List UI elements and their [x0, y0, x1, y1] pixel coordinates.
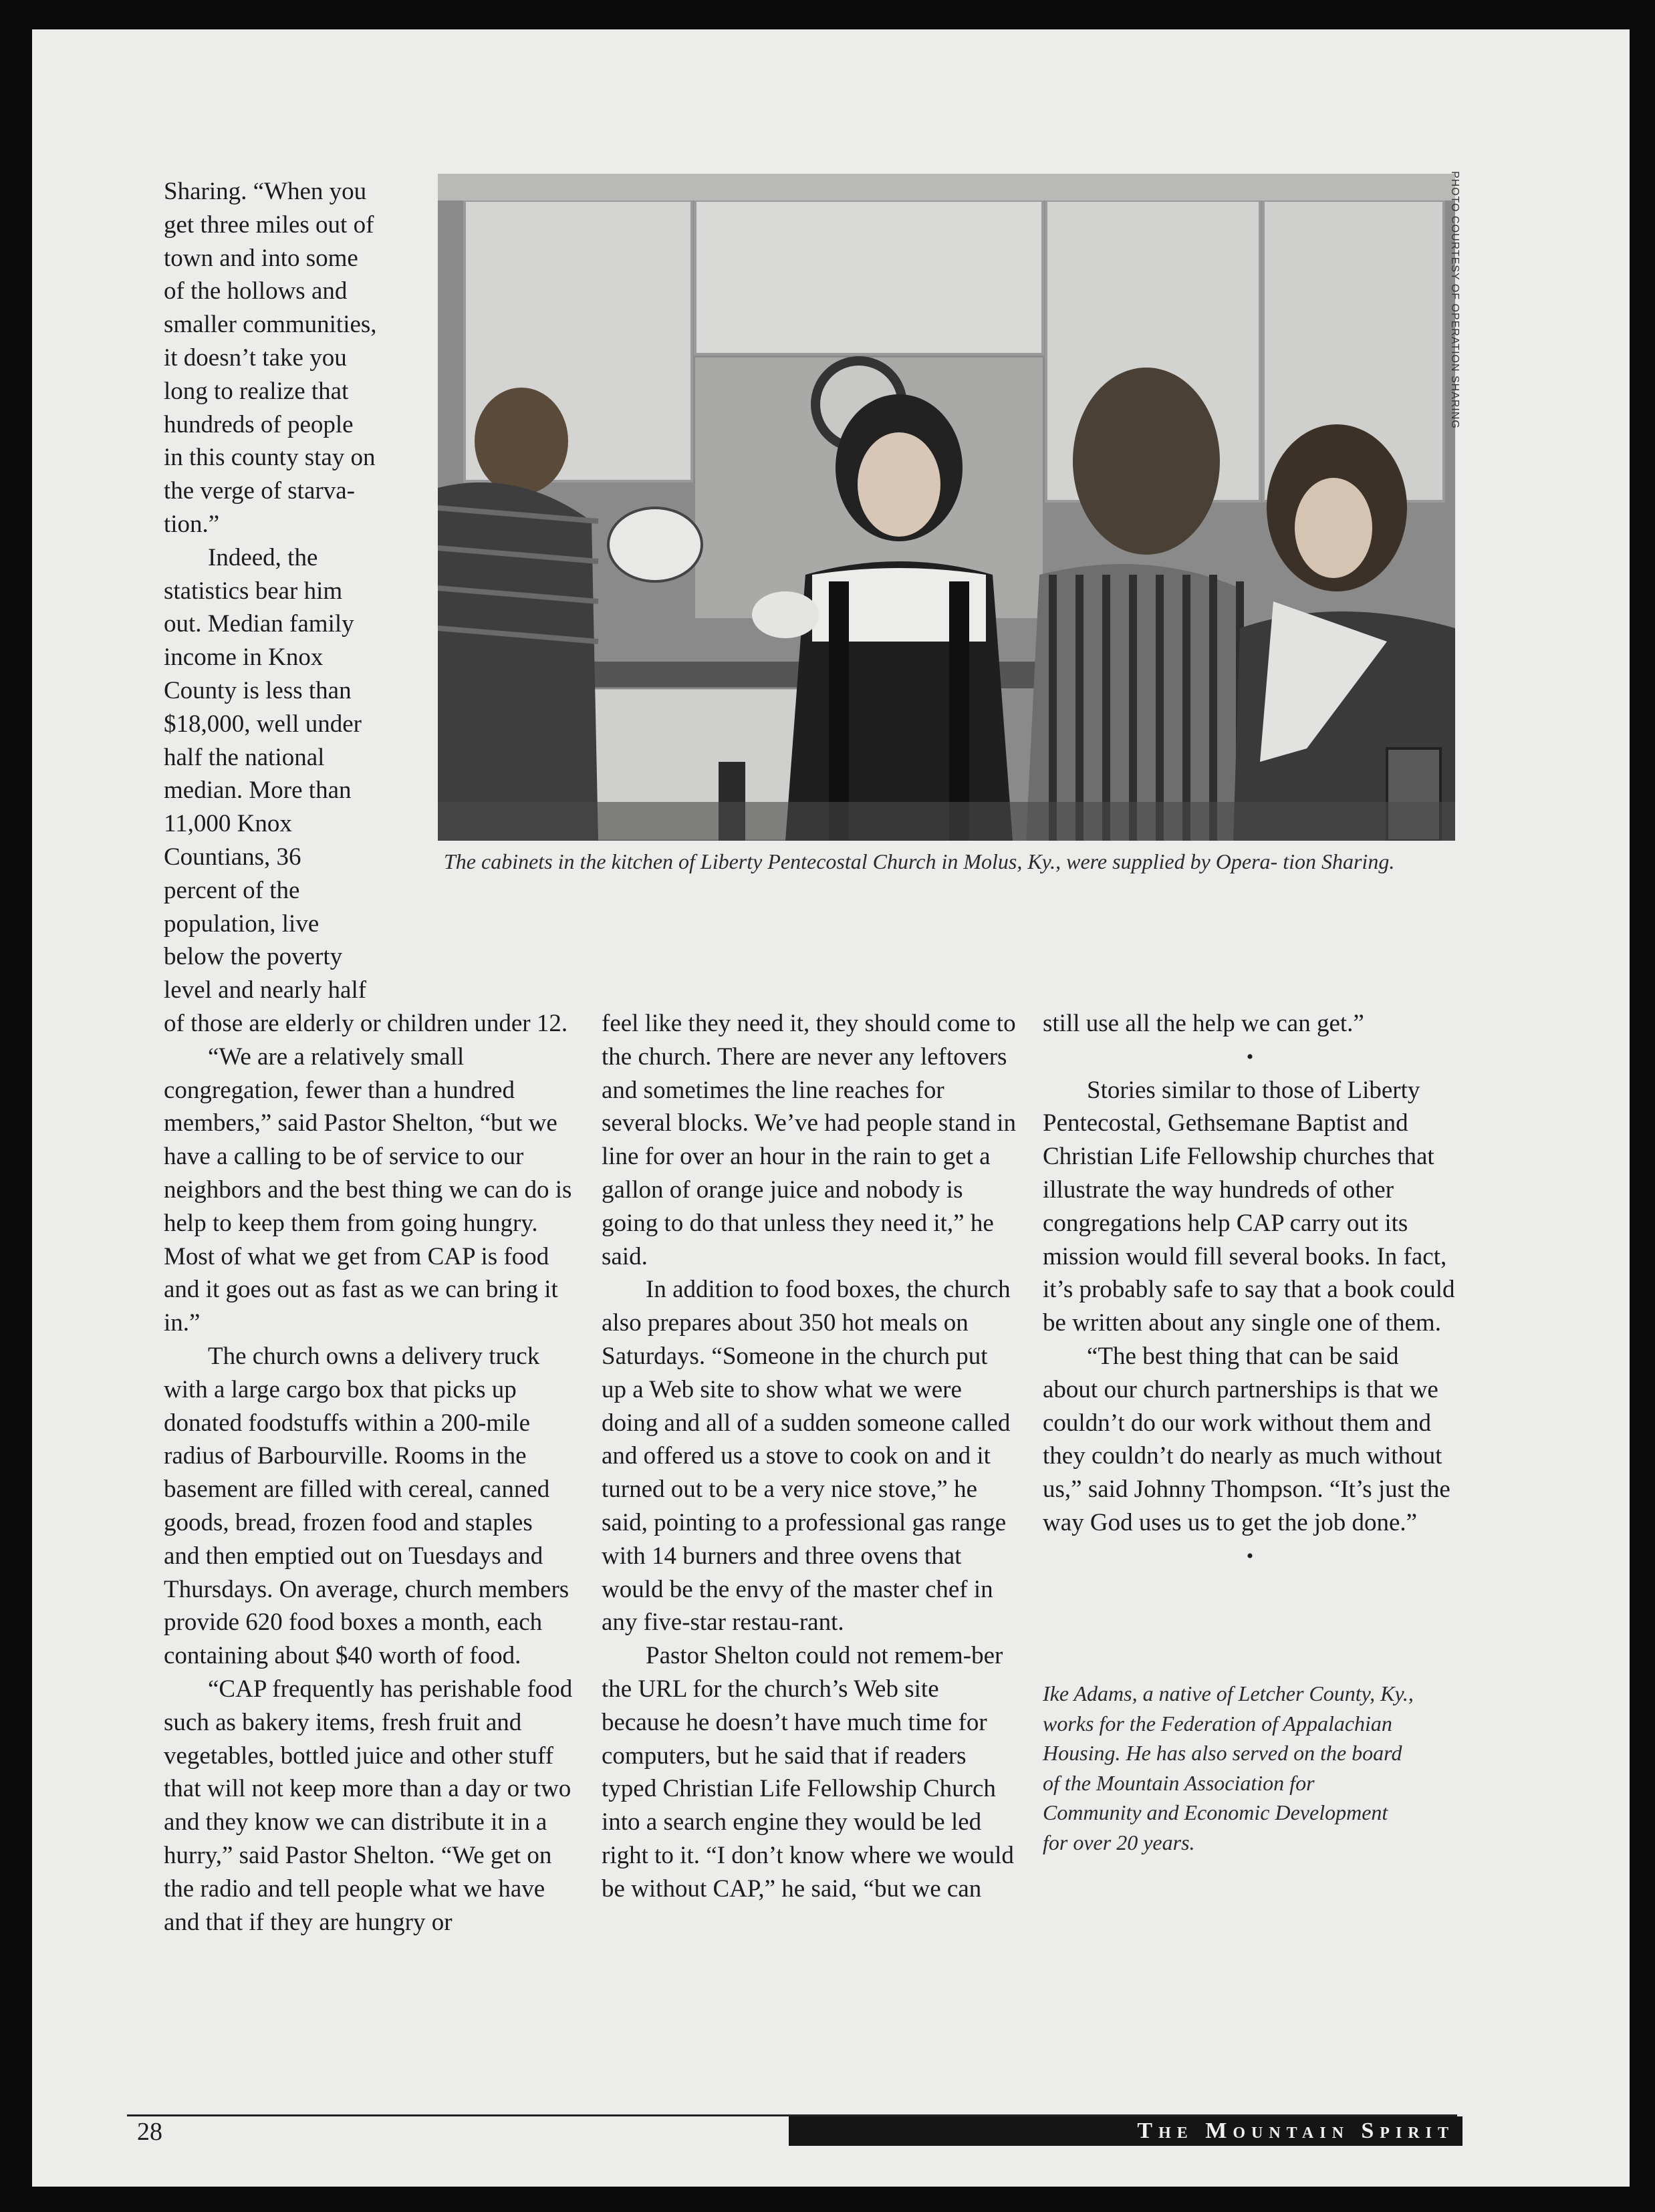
paragraph: In addition to food boxes, the church also prepares about 350 hot meals on Saturdays. “Someone in the church put up a Web site to show what we were doing and all of a sudden someone called and offered us a stove to cook on and it turned out to be a very nice stove,” he said, pointing to a professional gas range with 14 burners and three ovens that would be the envy of the master chef in any five-star restau-rant.	[602, 1276, 1011, 1637]
text-line: get three miles out of	[164, 211, 374, 239]
text-line: level and nearly half	[164, 976, 367, 1004]
text-line: of the hollows and	[164, 277, 348, 305]
text-line: population, live	[164, 910, 320, 938]
paragraph: The church owns a delivery truck with a large cargo box that picks up donated foodstuffs within a 200-mile radius of Barbourville. Rooms in the basement are filled with cereal, canned goods, bread, frozen food and staples and then emptied out on Tuesdays and Thursdays. On average, church members provide 620 food boxes a month, each containing about $40 worth of food.	[164, 1342, 569, 1670]
masthead-title: The Mountain Spirit	[1137, 2118, 1454, 2143]
column-1-body	[164, 1007, 573, 1939]
paragraph: “CAP frequently has perishable food such as bakery items, fresh fruit and vegetables, bottled juice and other stuff that will not keep more than a day or two and they know we can distribute it in a hurry,” said Pastor Shelton. “We get on the radio and tell people what we have and that if they are hungry or	[164, 1675, 573, 1936]
text-line: smaller communities,	[164, 311, 377, 339]
paragraph: Pastor Shelton could not remem-ber the URL for the church’s Web site because he doesn’t have much time for computers, but he said that if readers typed Christian Life Fellowship Church into a search engine they would be led right to it. “I don’t know where we would be without CAP,” he said, “but we can	[602, 1642, 1014, 1903]
paragraph: “The best thing that can be said about our church partnerships is that we couldn’t do our work without them and they couldn’t do nearly as much without us,” said Johnny Thompson. “It’s just the way God uses us to get the job done.”	[1043, 1342, 1450, 1536]
kitchen-photo	[438, 174, 1455, 841]
paragraph: Stories similar to those of Liberty Pentecostal, Gethsemane Baptist and Christian Life Fellowship churches that illustrate the way hundreds of other congregations help CAP carry out its mission would fill several books. In fact, it’s probably safe to say that a book could be written about any single one of them.	[1043, 1076, 1455, 1337]
paragraph: of those are elderly or children under 12.	[164, 1010, 568, 1037]
section-separator: •	[1246, 1045, 1254, 1068]
text-line: 11,000 Knox	[164, 810, 292, 838]
text-line: income in Knox	[164, 644, 324, 672]
kitchen-photo-illustration	[438, 174, 1455, 841]
text-line: median. More than	[164, 777, 352, 805]
text-line: it doesn’t take you	[164, 343, 347, 372]
paragraph: “We are a relatively small congregation, fewer than a hundred members,” said Pastor Shelton, “but we have a calling to be of service to our neighbors and the best thing we can do is help to keep them from going hungry. Most of what we get from CAP is food and it goes out as fast as we can bring it in.”	[164, 1043, 572, 1337]
page-number: 28	[137, 2118, 162, 2146]
photo-caption: The cabinets in the kitchen of Liberty Pentecostal Church in Molus, Ky., were supplied by Opera- tion Sharing.	[444, 849, 1395, 873]
text-line: long to realize that	[164, 377, 349, 405]
section-separator: •	[1246, 1544, 1254, 1567]
text-line: the verge of starva-	[164, 477, 355, 505]
text-line: Indeed, the	[208, 543, 318, 571]
text-line: $18,000, well under	[164, 710, 362, 738]
photo-credit-text: PHOTO COURTESY OF OPERATION SHARING	[1449, 171, 1460, 429]
photo-credit	[1447, 171, 1481, 429]
paragraph: feel like they need it, they should come to the church. There are never any leftovers and sometimes the line reaches for several blocks. We’ve had people stand in line for over an hour in the rain to get a gallon of orange juice and nobody is going to do that unless they need it,” he said.	[602, 1010, 1017, 1270]
text-line: percent of the	[164, 876, 300, 904]
text-line: town and into some	[164, 244, 358, 272]
text-line: Countians, 36	[164, 843, 301, 871]
text-line: Sharing. “When you	[164, 178, 367, 205]
text-line: below the poverty	[164, 943, 343, 971]
text-line: out. Median family	[164, 610, 354, 638]
column-1-narrow	[164, 175, 418, 1007]
text-line: half the national	[164, 743, 325, 771]
text-line: statistics bear him	[164, 577, 343, 605]
masthead-banner	[789, 2116, 1462, 2146]
paragraph: still use all the help we can get.”	[1043, 1010, 1364, 1037]
text-line: in this county stay on	[164, 444, 376, 472]
text-line: hundreds of people	[164, 410, 354, 438]
column-2	[602, 1007, 1016, 1906]
column-3	[1043, 1007, 1457, 1573]
text-line: County is less than	[164, 676, 352, 704]
text-line: tion.”	[164, 510, 220, 538]
author-bio: Ike Adams, a native of Letcher County, Ky., works for the Federation of Appalachian Housing. He has also served on the board of the Mountain Association for Community and Economic Development for over 20 years.	[1043, 1681, 1414, 1854]
